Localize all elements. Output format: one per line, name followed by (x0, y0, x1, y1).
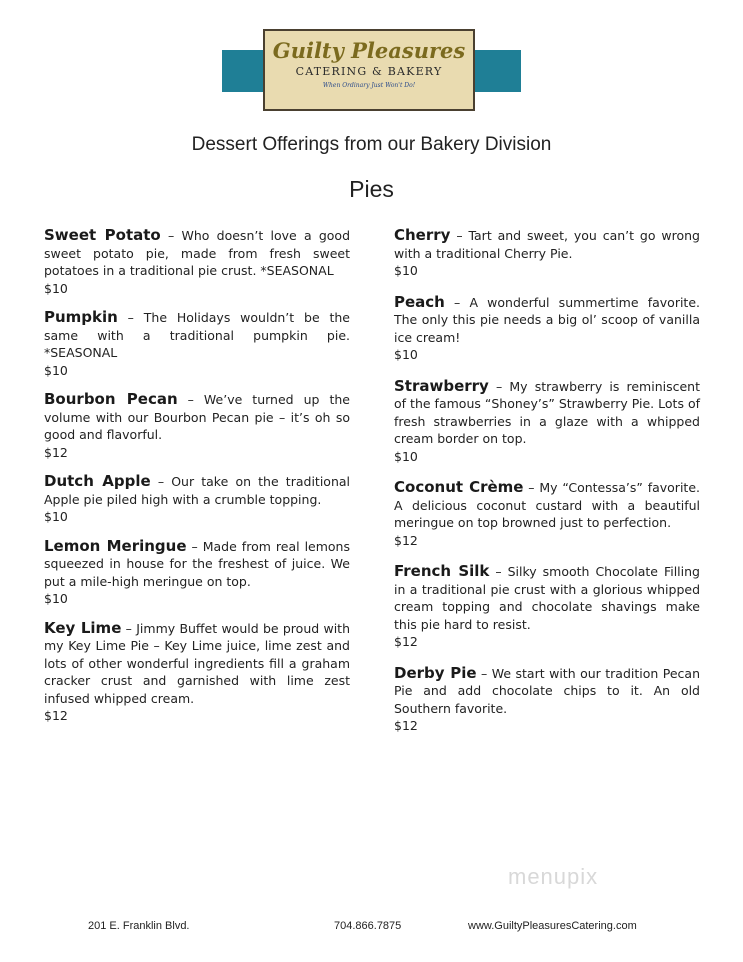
menu-item (394, 294, 700, 364)
menu-item-desc: – The Holidays wouldn’t be the same with a traditional pumpkin pie. *SEASONAL (44, 310, 350, 360)
menu-item-price: $10 (44, 280, 68, 296)
menu-item-name: Key Lime (44, 618, 122, 637)
logo-script: Guilty Pleasures (272, 38, 466, 63)
footer-address: 201 E. Franklin Blvd. (88, 920, 190, 932)
menu-item-price: $10 (44, 591, 68, 606)
menu-item-desc: – Made from real lemons squeezed in house for the freshest of juice. We put a mile-high meringue on top. (44, 538, 350, 589)
menu-item (394, 479, 700, 549)
menu-item-name: French Silk (394, 562, 490, 580)
menu-item-desc: – We’ve turned up the volume with our Bourbon Pecan pie – it’s oh so good and flavorful. (44, 392, 350, 442)
footer-phone: 704.866.7875 (334, 920, 402, 932)
menu-item (44, 538, 350, 608)
menu-item-desc: – We start with our tradition Pecan Pie and add chocolate chips to it. An old Southern favorite. (394, 665, 700, 716)
menu-item (394, 378, 700, 466)
menu-item-desc: – My strawberry is reminiscent of the famous “Shoney’s” Strawberry Pie. Lots of fresh strawberries in a glaze with a whipped cream border on top. (394, 378, 700, 446)
menu-item-price: $10 (44, 509, 68, 524)
logo-subtitle: CATERING & BAKERY (295, 65, 443, 78)
logo-card (263, 29, 475, 111)
menu-item (394, 665, 700, 735)
menu-item (394, 563, 700, 651)
menu-item-name: Sweet Potato (44, 226, 161, 244)
menu-item-desc: – My “Contessa’s” favorite. A delicious coconut custard with a beautiful meringue on top browned just to perfection. (394, 480, 700, 530)
menu-item-desc: – Who doesn’t love a good sweet potato pie, made from fresh sweet potatoes in a traditional pie crust. *SEASONAL (44, 228, 351, 278)
section-title: Pies (349, 176, 394, 202)
menu-item (394, 227, 700, 280)
footer-website: www.GuiltyPleasuresCatering.com (468, 920, 637, 932)
menu-item-desc: – Silky smooth Chocolate Filling in a traditional pie crust with a glorious whipped cream topping and chocolate shavings make this pie hard to resist. (394, 564, 700, 632)
menu-item (44, 473, 350, 526)
menu-item-price: $10 (394, 347, 418, 362)
logo (0, 0, 743, 120)
menu-item-price: $12 (44, 708, 68, 723)
menu-item (44, 227, 350, 297)
menu-item-desc: – Tart and sweet, you can’t go wrong with a traditional Cherry Pie. (394, 228, 700, 261)
menu-item-price: $12 (394, 718, 418, 733)
menu-item-name: Lemon Meringue (44, 536, 187, 555)
menu-item-price: $12 (394, 532, 418, 548)
menu-item (44, 620, 350, 725)
menu-item-price: $10 (394, 448, 418, 464)
menu-item-name: Cherry (394, 226, 451, 244)
menu-item (44, 391, 350, 461)
menu-item-price: $12 (394, 634, 418, 649)
logo-tagline: When Ordinary Just Won't Do! (322, 82, 416, 89)
menu-item-desc: – A wonderful summertime favorite. The only this pie needs a big ol’ scoop of vanilla ice cream! (394, 294, 700, 345)
menu-column-right (394, 227, 700, 735)
menu-item-name: Pumpkin (44, 308, 118, 326)
menu-item-price: $12 (44, 444, 68, 460)
page-title: Dessert Offerings from our Bakery Division (191, 134, 552, 155)
menu-item-price: $10 (394, 263, 418, 278)
menu-item-name: Coconut Crème (394, 478, 524, 496)
menu-item (44, 309, 350, 379)
menu-item-name: Strawberry (394, 376, 489, 395)
menu-item-name: Bourbon Pecan (44, 390, 178, 408)
menu-item-name: Dutch Apple (44, 472, 151, 490)
menu-column-left (44, 227, 350, 725)
menu-item-name: Derby Pie (394, 663, 477, 682)
menu-item-name: Peach (394, 292, 445, 311)
menu-item-price: $10 (44, 362, 68, 378)
menu-item-desc: – Our take on the traditional Apple pie piled high with a crumble topping. (44, 474, 350, 507)
watermark: menupix (508, 864, 599, 889)
menu-item-desc: – Jimmy Buffet would be proud with my Key Lime Pie – Key Lime juice, lime zest and lots of other wonderful ingredients fill a graham cracker crust and garnished with lime zest infused whipped cream. (44, 620, 350, 706)
